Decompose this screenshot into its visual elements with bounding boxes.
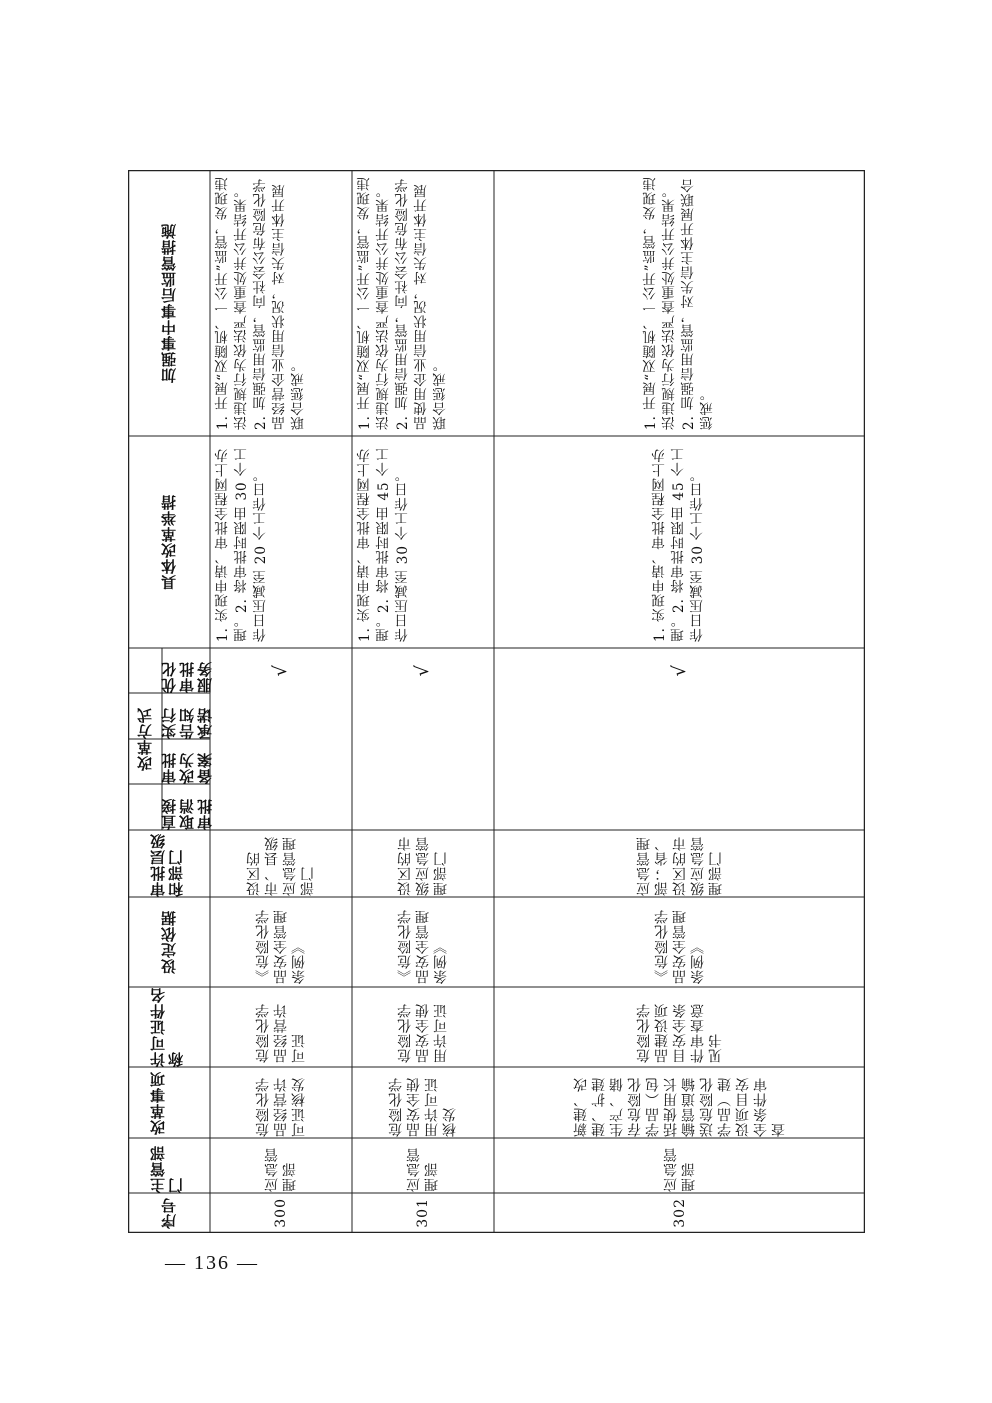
table-row-300-item: 危险化学品经营许可证核发 xyxy=(255,1076,307,1137)
table-row-302-dept: 应急管理部 xyxy=(662,1146,697,1192)
table-row-302-measures: 1. 实现申请、审批全程网上办理。2. 将审批时限由 45 个工作日压减至 30 个工作日。 xyxy=(652,447,706,642)
header-item: 改革事项 xyxy=(149,1070,167,1135)
header-m3: 实行告知承诺 xyxy=(160,707,214,739)
table-row-301-level: 设区的市级应急管理部门 xyxy=(397,835,449,896)
table-row-302-item: 新建、改建、扩建生产、储存危险化学品（包括使用长输管道输送危险化学品）建设项目安全条件审查 xyxy=(572,1076,787,1137)
table-row-300-measures: 1. 实现申请、审批全程网上办理。2. 将审批时限由 30 个工作日压减至 20 个工作日。 xyxy=(215,447,269,642)
table-row-300-dept: 应急管理部 xyxy=(264,1146,298,1192)
table-row-301-dept: 应急管理部 xyxy=(406,1146,440,1192)
header-m1: 直接取消审批 xyxy=(160,798,214,830)
header-level: 审批层级和部门 xyxy=(149,833,185,897)
table-row-301-basis: 《危险化学品安全管理条例》 xyxy=(397,909,449,984)
table-row-302-basis: 《危险化学品安全管理条例》 xyxy=(653,909,706,984)
table-row-300-basis: 《危险化学品安全管理条例》 xyxy=(255,909,307,984)
header-supervision: 加强事中事后监管措施 xyxy=(160,223,178,383)
table-row-302-license: 危险化学品建设项目安全条件审查意见书 xyxy=(635,1003,724,1063)
table-row-300-seq: 300 xyxy=(273,1198,289,1228)
table-row-300-supervision: 1. 开展“双随机、一公开”监管，发现违法违规行为依法严查重处并公开结果。2. 加强信用监管，向社会公布危险化学品经营企业信用状况，对失信主体开展联合惩戒。 xyxy=(215,176,307,430)
table-row-301-seq: 301 xyxy=(415,1198,431,1228)
table-row-302-m4-check: √ xyxy=(668,664,690,677)
table-row-301-item: 危险化学品安全使用许可证核发 xyxy=(388,1076,458,1137)
header-m2: 审批改为备案 xyxy=(160,752,214,784)
header-basis: 设定依据 xyxy=(160,910,178,974)
header-dept: 主管部门 xyxy=(149,1145,185,1193)
table-row-302-level: 应急管理部；省、设区的市级应急管理部门 xyxy=(635,835,724,896)
header-license: 许可证件名称 xyxy=(149,987,185,1067)
table-row-301-m4-check: √ xyxy=(412,664,433,677)
table-row-301-license: 危险化学品安全使用许可证 xyxy=(397,1003,449,1063)
header-measures: 具体改革举措 xyxy=(160,494,178,590)
header-method-group: 改革方式 xyxy=(136,707,154,771)
page-number: — 136 — xyxy=(165,1252,259,1274)
table-row-300-license: 危险化学品经营许可证 xyxy=(255,1003,307,1063)
table-row-300-level: 设区的市、县级应急管理部门 xyxy=(246,835,316,896)
header-seq: 序号 xyxy=(160,1197,178,1229)
rotated-table xyxy=(128,170,865,1233)
table-row-302-supervision: 1. 开展“双随机、一公开”监管，发现违法违规行为依法严查重处并公开结果。2. 加强信用监管，对失信主体开展联合惩戒。 xyxy=(642,176,716,430)
table-row-300-m4-check: √ xyxy=(270,664,291,677)
table-row-302-seq: 302 xyxy=(671,1198,688,1228)
table-row-301-supervision: 1. 开展“双随机、一公开”监管，发现违法违规行为依法严查重处并公开结果。2. 加强信用监管，向社会公布危险化学品使用企业信用状况，对失信主体开展联合惩戒。 xyxy=(357,176,449,430)
header-m4: 优化审批服务 xyxy=(160,661,214,693)
table-row-301-measures: 1. 实现申请、审批全程网上办理。2. 将审批时限由 45 个工作日压减至 30 个工作日。 xyxy=(357,447,411,642)
